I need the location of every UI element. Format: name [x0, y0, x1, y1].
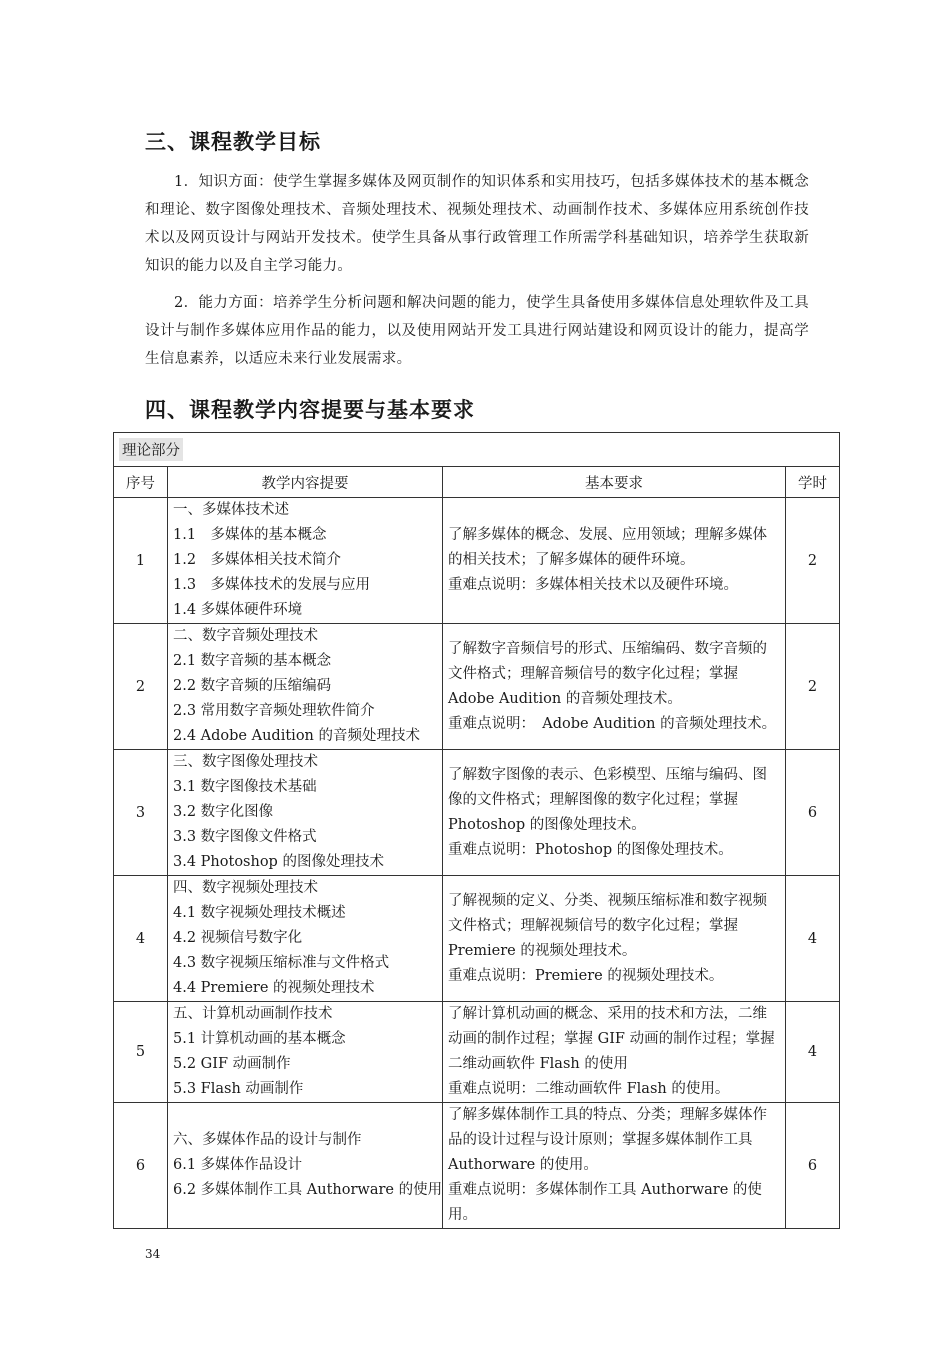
- table-row: [114, 1002, 840, 1103]
- table-row: [114, 876, 840, 1002]
- content-line: 三、数字图像处理技术: [173, 754, 318, 770]
- key-points-text: 重难点说明：Photoshop 的图像处理技术。: [448, 841, 733, 858]
- content-line: 1.2 多媒体相关技术简介: [173, 552, 342, 568]
- table-row: [114, 498, 840, 624]
- row-requirements: [443, 876, 786, 1002]
- content-line: 2.4 Adobe Audition 的音频处理技术: [173, 728, 420, 744]
- key-points-text: 重难点说明：多媒体相关技术以及硬件环境。: [448, 577, 738, 593]
- paragraph-ability: 2．能力方面：培养学生分析问题和解决问题的能力，使学生具备使用多媒体信息处理软件及工具设计与制作多媒体应用作品的能力，以及使用网站开发工具进行网站建设和网页设计的能力，提高学生信息素养，以适应未来行业发展需求。: [145, 295, 809, 367]
- requirement-text: 了解多媒体的概念、发展、应用领域；理解多媒体的相关技术；了解多媒体的硬件环境。: [448, 527, 767, 568]
- header-no: 序号: [114, 467, 168, 498]
- header-requirements: 基本要求: [443, 467, 786, 498]
- paragraph-knowledge: 1．知识方面：使学生掌握多媒体及网页制作的知识体系和实用技巧，包括多媒体技术的基本概念和理论、数字图像处理技术、音频处理技术、视频处理技术、动画制作技术、多媒体应用系统创作技术以及网页设计与网站开发技术。使学生具备从事行政管理工作所需学科基础知识，培养学生获取新知识的能力以及自主学习能力。: [145, 174, 809, 274]
- content-line: 4.3 数字视频压缩标准与文件格式: [173, 955, 390, 971]
- content-line: 四、数字视频处理技术: [173, 880, 318, 896]
- row-content: [168, 624, 443, 750]
- content-line: 3.3 数字图像文件格式: [173, 829, 317, 845]
- key-points-text: 重难点说明：Premiere 的视频处理技术。: [448, 967, 724, 984]
- requirement-text: 了解视频的定义、分类、视频压缩标准和数字视频文件格式；理解视频信号的数字化过程；掌握 Premiere 的视频处理技术。: [448, 892, 767, 959]
- row-hours: 4: [786, 1002, 840, 1103]
- content-line: 1.4 多媒体硬件环境: [173, 602, 303, 618]
- row-content: [168, 750, 443, 876]
- row-number: 2: [114, 624, 168, 750]
- requirement-text: 了解数字音频信号的形式、压缩编码、数字音频的文件格式；理解音频信号的数字化过程；掌握 Adobe Audition 的音频处理技术。: [448, 640, 767, 707]
- content-line: 一、多媒体技术述: [173, 502, 289, 518]
- content-line: 1.3 多媒体技术的发展与应用: [173, 577, 371, 593]
- content-line: 二、数字音频处理技术: [173, 628, 318, 644]
- key-points-text: 重难点说明：多媒体制作工具 Authorware 的使用。: [448, 1182, 762, 1223]
- content-line: 六、多媒体作品的设计与制作: [173, 1132, 362, 1148]
- row-number: 6: [114, 1103, 168, 1229]
- requirement-text: 了解数字图像的表示、色彩模型、压缩与编码、图像的文件格式；理解图像的数字化过程；掌握 Photoshop 的图像处理技术。: [448, 766, 767, 833]
- row-number: 1: [114, 498, 168, 624]
- row-hours: 6: [786, 750, 840, 876]
- content-line: 3.1 数字图像技术基础: [173, 779, 317, 795]
- content-line: 4.2 视频信号数字化: [173, 930, 303, 946]
- requirement-text: 了解多媒体制作工具的特点、分类；理解多媒体作品的设计过程与设计原则；掌握多媒体制作工具 Authorware 的使用。: [448, 1107, 767, 1173]
- row-content: [168, 498, 443, 624]
- content-line: 2.2 数字音频的压缩编码: [173, 678, 332, 694]
- table-section-row: [114, 433, 840, 467]
- section-heading-3: 三、课程教学目标: [145, 130, 321, 154]
- header-hours: 学时: [786, 467, 840, 498]
- row-hours: 6: [786, 1103, 840, 1229]
- course-content-table: [113, 432, 840, 1229]
- content-line: 5.2 GIF 动画制作: [173, 1056, 291, 1072]
- content-line: 五、计算机动画制作技术: [173, 1006, 333, 1022]
- row-requirements: [443, 1002, 786, 1103]
- row-content: [168, 1103, 443, 1229]
- key-points-text: 重难点说明： Adobe Audition 的音频处理技术。: [448, 715, 777, 732]
- content-line: 3.2 数字化图像: [173, 804, 274, 820]
- table-row: [114, 624, 840, 750]
- content-line: 6.2 多媒体制作工具 Authorware 的使用: [173, 1182, 443, 1198]
- requirement-text: 了解计算机动画的概念、采用的技术和方法，二维动画的制作过程；掌握 GIF 动画的制作过程；掌握二维动画软件 Flash 的使用: [448, 1006, 775, 1072]
- row-requirements: [443, 1103, 786, 1229]
- content-line: 3.4 Photoshop 的图像处理技术: [173, 854, 384, 870]
- content-line: 5.1 计算机动画的基本概念: [173, 1031, 346, 1047]
- table-header-row: [114, 467, 840, 498]
- content-line: 5.3 Flash 动画制作: [173, 1081, 304, 1097]
- row-content: [168, 876, 443, 1002]
- section-heading-4: 四、课程教学内容提要与基本要求: [145, 398, 475, 422]
- content-line: 2.1 数字音频的基本概念: [173, 653, 332, 669]
- table-row: [114, 1103, 840, 1229]
- row-hours: 2: [786, 624, 840, 750]
- page-number: 34: [145, 1247, 161, 1261]
- row-number: 3: [114, 750, 168, 876]
- content-line: 2.3 常用数字音频处理软件简介: [173, 703, 375, 719]
- row-requirements: [443, 750, 786, 876]
- table-row: [114, 750, 840, 876]
- header-content: 教学内容提要: [168, 467, 443, 498]
- row-requirements: [443, 624, 786, 750]
- key-points-text: 重难点说明：二维动画软件 Flash 的使用。: [448, 1081, 730, 1097]
- row-number: 5: [114, 1002, 168, 1103]
- row-number: 4: [114, 876, 168, 1002]
- content-line: 6.1 多媒体作品设计: [173, 1157, 303, 1173]
- row-requirements: [443, 498, 786, 624]
- section-label-cell: [114, 433, 840, 467]
- content-line: 4.1 数字视频处理技术概述: [173, 905, 346, 921]
- row-hours: 4: [786, 876, 840, 1002]
- row-hours: 2: [786, 498, 840, 624]
- row-content: [168, 1002, 443, 1103]
- content-line: 4.4 Premiere 的视频处理技术: [173, 980, 375, 996]
- content-line: 1.1 多媒体的基本概念: [173, 527, 327, 543]
- section-label: 理论部分: [119, 438, 183, 461]
